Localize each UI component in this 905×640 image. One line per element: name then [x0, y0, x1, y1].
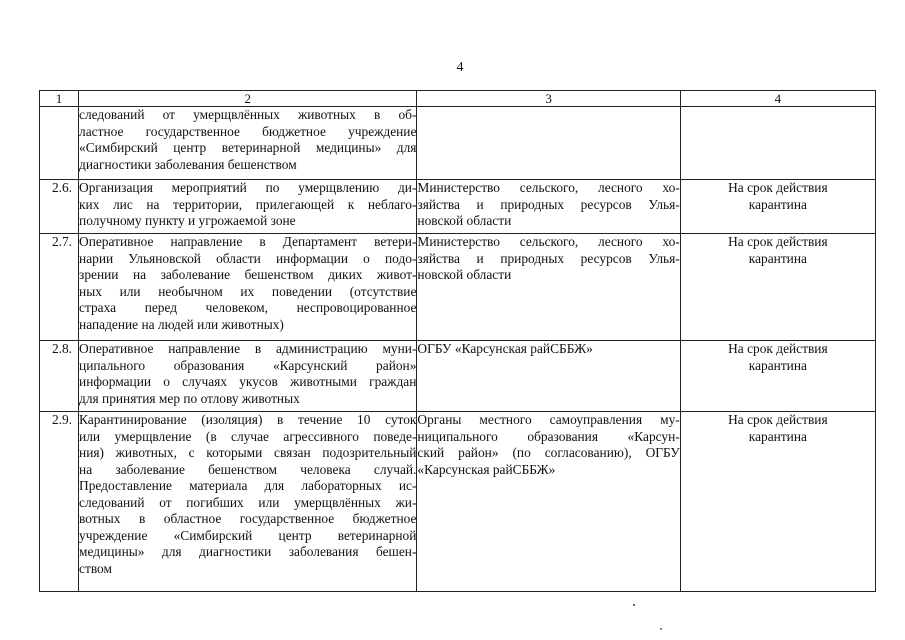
measure-cell-line: Карантинирование (изоляция) в течение 10 суток: [79, 412, 417, 427]
term-cell: [680, 412, 875, 592]
term-cell-line: На срок действия: [728, 234, 828, 249]
term-cell-line: На срок действия: [728, 180, 828, 195]
measure-cell-line: информации о случаях укусов животными граждан: [79, 374, 417, 389]
term-cell-line: карантина: [748, 250, 807, 266]
measure-cell-line: медицины» для диагностики заболевания бешен-: [79, 544, 417, 559]
measures-table: [39, 90, 876, 592]
row-number: 2.6.: [40, 180, 79, 234]
measure-cell-line: ластное государственное бюджетное учреждение: [79, 123, 417, 139]
header-col-1: 1: [40, 91, 79, 107]
table-row: [40, 107, 876, 180]
row-number: 2.9.: [40, 412, 79, 592]
measure-cell-line: следований от умерщвлённых животных в об-: [79, 107, 417, 122]
measure-cell-line: Предоставление материала для лабораторных ис-: [79, 478, 417, 493]
measure-cell-line: зрении на заболевание бешенством диких живот-: [79, 267, 417, 282]
table-row: [40, 412, 876, 592]
measure-cell-line: Организация мероприятий по умерщвлению ди-: [79, 180, 417, 195]
table-row: [40, 234, 876, 341]
term-cell: [680, 107, 875, 180]
measure-cell-line: ципального образования «Карсунский район»: [79, 357, 417, 373]
measure-cell-line: Оперативное направление в Департамент ветери-: [79, 234, 417, 249]
measure-cell: [79, 180, 417, 234]
executor-cell: [417, 107, 680, 180]
term-cell-line: На срок действия: [728, 341, 828, 356]
measure-cell: [79, 234, 417, 341]
executor-cell-line: новской области: [417, 213, 512, 228]
executor-cell-line: зяйства и природных ресурсов Улья-: [417, 250, 680, 266]
measure-cell-line: или умерщвление (в случае агрессивного поведе-: [79, 428, 417, 444]
term-cell-line: карантина: [748, 196, 807, 212]
measure-cell-line: «Симбирский центр ветеринарной медицины» для: [79, 140, 417, 155]
executor-cell-line: Органы местного самоуправления му-: [417, 412, 680, 427]
measure-cell-line: Оперативное направление в администрацию муни-: [79, 341, 417, 356]
measure-cell-line: на заболевание бешенством человека случай.: [79, 461, 417, 477]
header-col-3: 3: [417, 91, 680, 107]
measure-cell-line: ния) животных, с которыми связан подозрительный: [79, 445, 417, 460]
row-number: 2.7.: [40, 234, 79, 341]
measure-cell: [79, 107, 417, 180]
executor-cell-line: ОГБУ «Карсунская райСББЖ»: [417, 341, 593, 356]
term-cell-line: На срок действия: [728, 412, 828, 427]
executor-cell-line: «Карсунская райСББЖ»: [417, 461, 556, 477]
scan-speck: [660, 628, 662, 630]
executor-cell-line: ский район» (по согласованию), ОГБУ: [417, 445, 680, 460]
executor-cell: [417, 341, 680, 412]
measure-cell-line: для принятия мер по отлову животных: [79, 390, 300, 406]
executor-cell-line: зяйства и природных ресурсов Улья-: [417, 196, 680, 212]
header-col-2: 2: [79, 91, 417, 107]
row-number: [40, 107, 79, 180]
executor-cell-line: Министерство сельского, лесного хо-: [417, 234, 680, 249]
term-cell-line: карантина: [748, 428, 807, 444]
row-number: 2.8.: [40, 341, 79, 412]
measure-cell-line: вотных в областное государственное бюджетное: [79, 511, 417, 526]
table-header-row: [40, 91, 876, 107]
page-number: 4: [456, 60, 464, 75]
table-row: [40, 180, 876, 234]
measure-cell-line: учреждение «Симбирский центр ветеринарной: [79, 527, 417, 543]
measure-cell-line: ких лис на территории, прилегающей к неблаго-: [79, 196, 417, 212]
measure-cell-line: ных или необычном их поведении (отсутствие: [79, 283, 417, 299]
measure-cell-line: страха перед человеком, неспровоцированное: [79, 300, 417, 315]
measure-cell: [79, 341, 417, 412]
measure-cell-line: нападение на людей или животных): [79, 316, 284, 332]
scan-speck: [633, 604, 635, 606]
executor-cell-line: ниципального образования «Карсун-: [417, 428, 680, 444]
measure-cell-line: следований от погибших или умерщвлённых жи-: [79, 494, 417, 510]
measure-cell: [79, 412, 417, 592]
measure-cell-line: диагностики заболевания бешенством: [79, 156, 297, 172]
header-col-4: 4: [680, 91, 875, 107]
measure-cell-line: нарии Ульяновской области информации о подо-: [79, 250, 417, 266]
executor-cell-line: Министерство сельского, лесного хо-: [417, 180, 680, 195]
executor-cell: [417, 412, 680, 592]
term-cell: [680, 234, 875, 341]
table-row: [40, 341, 876, 412]
term-cell-line: карантина: [748, 357, 807, 373]
measure-cell-line: ством: [79, 560, 112, 576]
executor-cell-line: новской области: [417, 267, 512, 282]
term-cell: [680, 180, 875, 234]
executor-cell: [417, 180, 680, 234]
executor-cell: [417, 234, 680, 341]
term-cell: [680, 341, 875, 412]
measure-cell-line: получному пункту и угрожаемой зоне: [79, 213, 296, 228]
